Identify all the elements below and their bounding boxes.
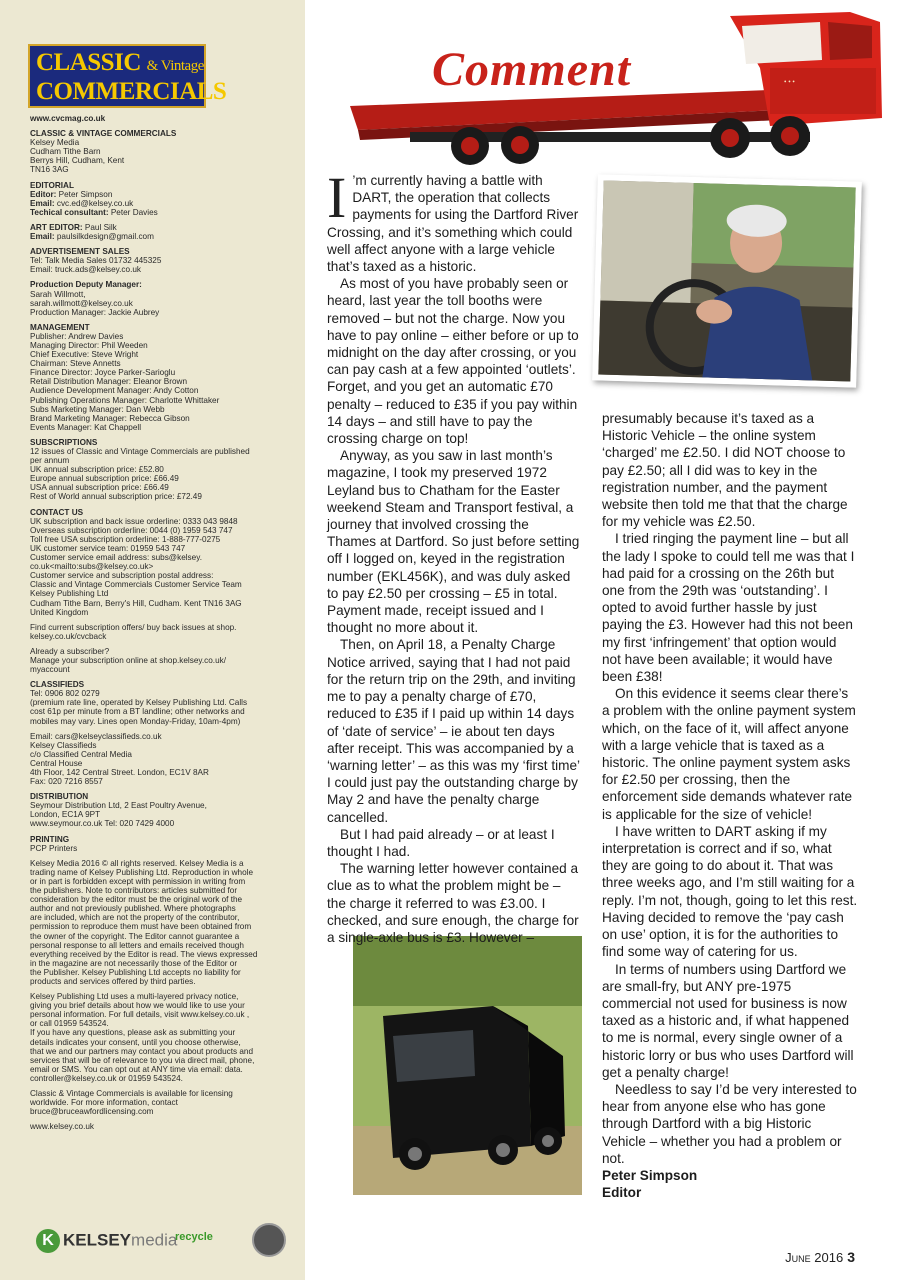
- classifieds-line: (premium rate line, operated by Kelsey Publishing Ltd. Calls: [30, 698, 248, 708]
- privacy-line: details indicates your consent, until you choose otherwise,: [30, 1037, 241, 1047]
- legal-line: in the magazine are not necessarily those of the Editor or: [30, 958, 238, 968]
- legal-line: or in part is forbidden except with permission in writing from: [30, 876, 246, 886]
- distribution-line: Seymour Distribution Ltd, 2 East Poultry Avenue,: [30, 801, 207, 811]
- association-seal-icon: [252, 1223, 286, 1257]
- editor-label: Editor:: [30, 189, 57, 199]
- production-line: sarah.willmott@kelsey.co.uk: [30, 298, 133, 308]
- distribution-block: [30, 792, 285, 828]
- contact-line: Toll free USA subscription orderline: 1-888-777-0275: [30, 534, 221, 544]
- management-line: Publisher: Andrew Davies: [30, 331, 124, 341]
- classifieds-block: [30, 680, 285, 725]
- privacy-line: that we and our partners may contact you about products and: [30, 1046, 254, 1056]
- privacy-line: giving you brief details about how we would like to use your: [30, 1001, 245, 1011]
- subscriptions-line: Europe annual subscription price: £66.49: [30, 474, 179, 484]
- email-label: Email:: [30, 198, 55, 208]
- privacy-line: Kelsey Publishing Ltd uses a multi-layered privacy notice,: [30, 992, 239, 1002]
- licensing-line: worldwide. For more information, contact: [30, 1098, 178, 1108]
- classifieds-address-line: 4th Floor, 142 Central Street. London, EC1V 8AR: [30, 768, 209, 777]
- kelsey-k-icon: K: [36, 1229, 60, 1253]
- logo-commercials: COMMERCIALS: [36, 78, 227, 105]
- signoff-name: Peter Simpson: [602, 1167, 698, 1183]
- legal-line: permission to reproduce them must have been obtained from: [30, 922, 252, 932]
- contact-line: UK customer service team: 01959 543 747: [30, 543, 186, 553]
- publisher-line: Berrys Hill, Cudham, Kent: [30, 156, 125, 166]
- subscriptions-heading: SUBSCRIPTIONS: [30, 437, 98, 447]
- email-label: Email:: [30, 232, 55, 242]
- article-paragraph: On this evidence it seems clear there’s a problem with the online payment system which, on the face of it, will affect anyone with a large vehicle that is taxed as a historic. The online payment system asks for £2.50 per crossing, then the enforcement side demands whatever rate is applicable for the size of vehicle!: [602, 686, 856, 822]
- art-heading: ART EDITOR:: [30, 222, 83, 232]
- black-truck-photo: [353, 936, 582, 1195]
- management-block: [30, 323, 285, 432]
- distribution-line: London, EC1A 9PT: [30, 810, 101, 820]
- ads-line: Tel: Talk Media Sales 01732 445325: [30, 256, 162, 266]
- contact-line: UK subscription and back issue orderline: 0333 043 9848: [30, 516, 238, 526]
- contact-line: Customer service email address: subs@kelsey.: [30, 553, 202, 563]
- management-line: Finance Director: Joyce Parker-Sarioglu: [30, 368, 176, 378]
- management-line: Subs Marketing Manager: Dan Webb: [30, 404, 165, 414]
- subscriptions-block: [30, 438, 285, 502]
- classifieds-address: [30, 732, 285, 787]
- printing-heading: PRINTING: [30, 834, 70, 844]
- masthead-sidebar: [0, 0, 305, 1280]
- legal-line: products and services offered by third parties.: [30, 976, 196, 986]
- contact-line: Cudham Tithe Barn, Berry's Hill, Cudham. Kent TN16 3AG: [30, 598, 242, 608]
- offers-block: [30, 623, 285, 641]
- article-column-2: [602, 410, 858, 1201]
- legal-line: the owner of the copyright. The Editor cannot guarantee a: [30, 931, 240, 941]
- legal-line: the publishers. Note to contributors: articles submitted for: [30, 886, 238, 896]
- management-line: Managing Director: Phil Weeden: [30, 340, 148, 350]
- sidebar-footer-logos: [30, 1225, 290, 1267]
- ads-heading: ADVERTISEMENT SALES: [30, 247, 130, 257]
- article-paragraph: But I had paid already – or at least I thought I had.: [327, 826, 555, 859]
- art-email: paulsilkdesign@gmail.com: [56, 232, 154, 242]
- legal-line: Kelsey Media 2016 © all rights reserved. Kelsey Media is a: [30, 858, 244, 868]
- management-line: Chief Executive: Steve Wright: [30, 350, 139, 360]
- logo-classic: CLASSIC: [36, 49, 141, 76]
- privacy-line: services that will be of relevance to you via direct mail, phone,: [30, 1055, 255, 1065]
- ads-block: [30, 247, 285, 274]
- editorial-heading: EDITORIAL: [30, 180, 74, 190]
- editor-email: cvc.ed@kelsey.co.uk: [56, 198, 134, 208]
- website: www.cvcmag.co.uk: [30, 114, 106, 123]
- article-paragraph: The warning letter however contained a clue as to what the problem might be – the charge it referred to was £3.00. I checked, and sure enough, the charge for a single-axle bus is £3. However –: [327, 861, 579, 945]
- issue-date: June 2016: [785, 1250, 844, 1265]
- licensing-line: Classic & Vintage Commercials is available for licensing: [30, 1089, 233, 1098]
- tech-label: Techical consultant:: [30, 207, 109, 217]
- legal-line: author and not previously published. Where photographs: [30, 904, 236, 914]
- publisher-name: CLASSIC & VINTAGE COMMERCIALS: [30, 129, 177, 139]
- publisher-line: Cudham Tithe Barn: [30, 147, 101, 157]
- kelsey-media-word: media: [131, 1230, 178, 1250]
- kelsey-website: www.kelsey.co.uk: [30, 1122, 95, 1132]
- classifieds-address-line: c/o Classified Central Media: [30, 749, 132, 759]
- licensing-block: [30, 1089, 285, 1116]
- classifieds-address-line: Central House: [30, 758, 83, 768]
- privacy-line: If you have any questions, please ask as submitting your: [30, 1028, 236, 1038]
- classifieds-address-line: Kelsey Classifieds: [30, 740, 97, 750]
- svg-text:• • •: • • •: [784, 78, 795, 86]
- privacy-block: [30, 992, 285, 1083]
- contact-line: Kelsey Publishing Ltd: [30, 589, 109, 599]
- printing-block: [30, 835, 285, 853]
- production-line: Sarah Willmott,: [30, 289, 86, 299]
- kelsey-word: KELSEY: [63, 1230, 132, 1250]
- article-paragraph: In terms of numbers using Dartford we are small-fry, but ANY pre-1975 commercial not used for business is now taxed as a historic and, if what happened to me is normal, every single owner of a historic lorry or bus who uses Dartford will get a penalty charge!: [602, 961, 854, 1080]
- art-name: Paul Silk: [84, 222, 117, 232]
- signoff-role: Editor: [602, 1185, 642, 1201]
- art-block: [30, 223, 285, 241]
- page-number: 3: [847, 1249, 855, 1265]
- management-line: Chairman: Steve Annetts: [30, 359, 121, 369]
- article-paragraph: I have written to DART asking if my interpretation is correct and if so, what they are going to do about it. That was three weeks ago, and I’m still waiting for a reply. I’m not, though, going to let this rest. Having decided to remove the ‘pay cash on use’ option, it is for the authorities to find some way of catering for us.: [602, 823, 858, 960]
- kelsey-media-logo: [36, 1229, 177, 1253]
- contact-heading: CONTACT US: [30, 507, 84, 517]
- legal-line: everything received by the Editor is read. The views expressed: [30, 949, 258, 959]
- paragraph-text: ’m currently having a battle with DART, the operation that collects payments for using the Dartford River Crossing, and it’s something which could well affect anyone with a large vehicle that’s taxed as a historic.: [327, 173, 579, 275]
- offers-line: Find current subscription offers/ buy back issues at shop.: [30, 622, 237, 632]
- contact-line: co.uk<mailto:subs@kelsey.co.uk>: [30, 562, 154, 572]
- article-paragraph: [327, 165, 581, 275]
- legal-line: consideration by the editor must be the original work of the: [30, 895, 243, 905]
- production-heading: Production Deputy Manager:: [30, 280, 142, 290]
- classifieds-address-line: Email: cars@kelseyclassifieds.co.uk: [30, 731, 162, 741]
- subscriptions-line: 12 issues of Classic and Vintage Commercials are published: [30, 447, 250, 456]
- ads-line: Email: truck.ads@kelsey.co.uk: [30, 265, 141, 275]
- article-paragraph: I tried ringing the payment line – but all the lady I spoke to could tell me was that I had paid for a crossing on the 26th but one from the 29th was ‘outstanding’. I opted to avoid further hassle by just paying the £3. However had this not been my first ‘infringement’ that option would not have been available; it would have been £38!: [602, 531, 855, 685]
- offers-line: kelsey.co.uk/cvcback: [30, 631, 107, 641]
- management-heading: MANAGEMENT: [30, 322, 90, 332]
- subscriptions-line: Rest of World annual subscription price: £72.49: [30, 492, 202, 502]
- logo-vintage: & Vintage: [146, 58, 204, 74]
- contact-line: Customer service and subscription postal address:: [30, 571, 214, 581]
- subscriptions-line: per annum: [30, 456, 70, 466]
- legal-line: trading name of Kelsey Publishing Ltd. Reproduction in whole: [30, 867, 254, 877]
- classifieds-heading: CLASSIFIEDS: [30, 680, 85, 690]
- printing-line: PCP Printers: [30, 843, 78, 853]
- management-line: Audience Development Manager: Andy Cotton: [30, 386, 199, 396]
- editor-in-cab-photo: [592, 174, 862, 387]
- contact-line: United Kingdom: [30, 607, 89, 617]
- article-title: Comment: [432, 43, 632, 96]
- editorial-block: [30, 181, 285, 217]
- publisher-block: [30, 129, 285, 174]
- licensing-line: bruce@bruceawfordlicensing.com: [30, 1107, 154, 1117]
- privacy-line: or call 01959 543524.: [30, 1019, 109, 1029]
- recycle-logo: recycle: [175, 1231, 213, 1243]
- article-paragraph: presumably because it’s taxed as a Historic Vehicle – the online system ‘charged’ me £2.50. I did NOT choose to pay £2.50; all I did was to key in the registration number, and the payment website then told me that that the charge for my vehicle was £2.50.: [602, 411, 848, 530]
- privacy-line: controller@kelsey.co.uk or 01959 543524.: [30, 1073, 183, 1083]
- article-paragraph: Then, on April 18, a Penalty Charge Notice arrived, saying that I had not paid for the return trip on the 29th, and inviting me to pay a penalty charge of £70, reduced to £35 if I paid up within 14 days of ‘date of service’ – ie about ten days after receipt. This was accompanied by a ‘warning letter’ – as this was my ‘first time’ I could just pay the outstanding charge by May 2 and have the penalty charge cancelled.: [327, 637, 580, 825]
- classifieds-line: Tel: 0906 802 0279: [30, 689, 100, 699]
- classifieds-address-line: Fax: 020 7216 8557: [30, 777, 103, 787]
- management-line: Retail Distribution Manager: Eleanor Brown: [30, 377, 188, 387]
- contact-line: Overseas subscription orderline: 0044 (0) 1959 543 747: [30, 525, 233, 535]
- legal-line: personal response to all letters and emails received though: [30, 940, 244, 950]
- distribution-line: www.seymour.co.uk Tel: 020 7429 4000: [30, 819, 175, 829]
- drop-cap: I: [327, 165, 347, 230]
- article-paragraph: As most of you have probably seen or heard, last year the toll booths were removed – but not the charge. Now you have to pay online – either before or up to midnight on the day after crossing, or you can pay cash at a few appointed ‘outlets’. Forget, and you get an automatic £70 penalty – reduced to £35 if you pay within 14 days – and still have to pay the crossing charge on top!: [327, 276, 579, 447]
- subscriber-line: Already a subscriber?: [30, 646, 110, 656]
- editor-name: Peter Simpson: [58, 189, 113, 199]
- article-paragraph: Needless to say I’d be very interested to hear from anyone else who has gone through Dartford with a big Historic Vehicle – whether you had a problem or not.: [602, 1081, 857, 1166]
- management-line: Events Manager: Kat Chappell: [30, 422, 142, 432]
- management-line: Brand Marketing Manager: Rebecca Gibson: [30, 413, 190, 423]
- subscriptions-line: UK annual subscription price: £52.80: [30, 465, 164, 475]
- privacy-line: email or SMS. You can opt out at ANY time via email: data.: [30, 1064, 243, 1074]
- legal-line: the Publisher. Kelsey Publishing Ltd accepts no liability for: [30, 967, 241, 977]
- subscriber-line: myaccount: [30, 665, 70, 675]
- legal-line: are included, which are not the property of the contributor,: [30, 913, 240, 923]
- production-block: [30, 280, 285, 316]
- publisher-line: Kelsey Media: [30, 138, 80, 148]
- subscriber-block: [30, 647, 285, 674]
- publisher-line: TN16 3AG: [30, 165, 69, 175]
- subscriptions-line: USA annual subscription price: £66.49: [30, 483, 169, 493]
- page-footer: [785, 1249, 855, 1265]
- masthead-credits: [30, 114, 285, 1137]
- subscriber-line: Manage your subscription online at shop.kelsey.co.uk/: [30, 655, 227, 665]
- contact-line: Classic and Vintage Commercials Customer Service Team: [30, 580, 242, 590]
- article-paragraph: Anyway, as you saw in last month’s magazine, I took my preserved 1972 Leyland bus to Chatham for the Easter weekend Steam and Transport festival, a journey that involved crossing the Thames at Dartford. So just before setting off I logged on, keyed in the registration number (EKL456K), and was duly asked to pay £2.50 per crossing – £5 in total. Payment made, receipt issued and I thought no more about it.: [327, 448, 580, 636]
- privacy-line: personal information. For full details, visit www.kelsey.co.uk ,: [30, 1010, 250, 1020]
- legal-block: [30, 859, 285, 986]
- distribution-heading: DISTRIBUTION: [30, 792, 89, 802]
- tech-name: Peter Davies: [110, 207, 158, 217]
- classifieds-line: cost 61p per minute from a BT landline; other networks and: [30, 707, 245, 717]
- management-line: Publishing Operations Manager: Charlotte Whittaker: [30, 395, 220, 405]
- classifieds-line: mobiles may vary. Lines open Monday-Friday, 10am-4pm): [30, 716, 241, 726]
- production-line: Production Manager: Jackie Aubrey: [30, 307, 160, 317]
- magazine-logo: [28, 44, 227, 108]
- article-column-1: [327, 165, 581, 946]
- contact-block: [30, 508, 285, 617]
